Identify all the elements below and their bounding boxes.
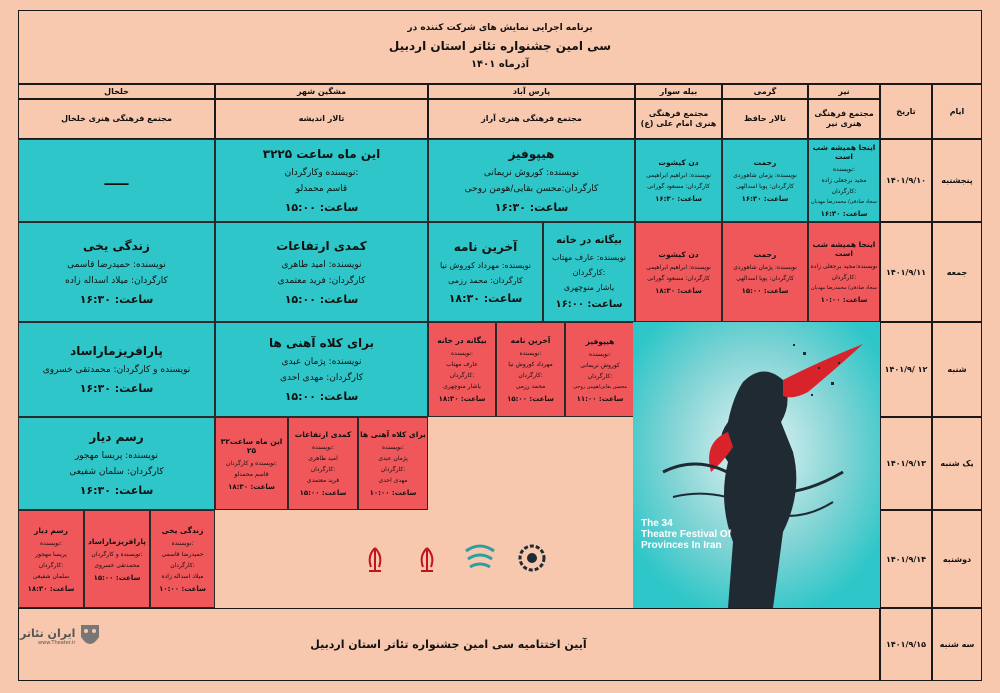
- row-6-day: سه شنبه: [932, 608, 982, 681]
- show-info: سلمان شفیعی: [32, 572, 70, 580]
- show-info: کارگردان: پویا اسدالهی: [736, 183, 794, 190]
- show-info: نویسنده: پژمان شاهوردی: [733, 172, 797, 179]
- col-khalkhal-city: خلخال: [18, 84, 215, 99]
- show-title: دن کیشوت: [658, 249, 699, 259]
- poster-line-1: The 34: [641, 518, 673, 529]
- show-time: ساعت: ۱۶:۰۰: [555, 298, 623, 310]
- show-time: ساعت: ۱۶:۳۰: [79, 292, 154, 306]
- show-info: نویسنده: ابراهیم ابراهیمی: [646, 172, 711, 179]
- show-card: [543, 222, 635, 322]
- theater-mask-icon: [79, 621, 101, 651]
- show-info: یاشار منوچهری: [443, 383, 481, 390]
- col-bile-venue: مجتمع فرهنگی هنری امام علی (ع): [635, 99, 722, 139]
- col-date-header: تاریخ: [880, 84, 932, 139]
- show-card: [84, 510, 150, 608]
- show-time: ساعت: ۱۶:۳۰: [79, 484, 154, 497]
- show-time: ساعت: ۱۵:۰۰: [299, 489, 347, 497]
- show-info: کارگردان: سلمان شفیعی: [69, 467, 164, 477]
- show-info: نویسنده:: [171, 539, 194, 547]
- show-card: [565, 322, 635, 417]
- show-info: نویسنده وکارگردان:: [284, 168, 359, 178]
- col-khalkhal-venue: مجتمع فرهنگی هنری خلخال: [18, 99, 215, 139]
- watermark-url: www.Theater.ir: [38, 639, 76, 646]
- show-title: اینجا همیشه شب است: [812, 240, 876, 258]
- show-info: کارگردان:: [310, 466, 336, 473]
- show-time: ساعت: ۱۶:۳۰: [655, 195, 702, 203]
- row-5-day: دوشنبه: [932, 510, 982, 608]
- col-nir-venue: مجتمع فرهنگی هنری نیر: [808, 99, 880, 139]
- show-card: [496, 322, 565, 417]
- show-info: محمد رزمی: [515, 383, 546, 390]
- show-info: پژمان عبدی: [378, 455, 408, 462]
- show-info: سجاد صادقی/ محمدرضا مهدیان: [811, 285, 877, 291]
- show-title: برای کلاه آهنی ها: [360, 430, 426, 439]
- show-time: ساعت: ۱۰:۰۰: [820, 296, 868, 304]
- show-info: کارگردان: میلاد اسداله زاده: [65, 275, 168, 286]
- row-2-day: جمعه: [932, 222, 982, 322]
- show-title: ۳۲این ماه ساعت ۲۵: [262, 147, 381, 161]
- show-info: کارگردان:: [449, 372, 475, 379]
- show-title: بیگانه در خانه: [556, 234, 622, 246]
- show-info: نویسنده:: [382, 444, 404, 451]
- col-germi-city: گرمی: [722, 84, 808, 99]
- poster-line-2: Theatre Festival Of: [641, 529, 732, 540]
- show-info: یاشار منوچهری: [563, 282, 615, 292]
- show-title: کمدی ارتفاعات: [294, 430, 352, 439]
- show-title: رسم دیار: [89, 430, 144, 444]
- col-meshgin-venue: تالار اندیشه: [215, 99, 428, 139]
- col-pars-venue: مجتمع فرهنگی هنری آراز: [428, 99, 635, 139]
- show-time: ساعت: ۱۵:۰۰: [741, 286, 789, 295]
- show-time: ساعت: ۱۵:۰۰: [284, 292, 359, 306]
- show-card: [288, 417, 358, 510]
- show-info: قاسم محمدلو: [234, 470, 269, 478]
- show-card: [635, 222, 722, 322]
- show-info: نویسنده: امید طاهری: [281, 259, 362, 270]
- show-info: نویسنده: حمیدرضا قاسمی: [67, 259, 166, 270]
- show-time: ساعت: ۱۶:۳۰: [820, 210, 868, 218]
- title-line-1: برنامه اجرایی نمایش های شرکت کننده در: [407, 22, 593, 33]
- row-5-date: ۱۴۰۱/۹/۱۴: [880, 510, 932, 608]
- show-title: پارافریزماراساد: [88, 536, 146, 546]
- col-bile-city: بیله سوار: [635, 84, 722, 99]
- show-time: ساعت: ۱۵:۰۰: [507, 395, 554, 403]
- show-info: نویسنده:: [589, 350, 611, 358]
- show-title: دن کیشوت: [658, 158, 699, 167]
- show-info: محمدتقی خسروی: [94, 561, 140, 569]
- row-3-date: ۱۴۰۱/۹/ ۱۲: [880, 322, 932, 417]
- show-info: کارگردان:: [38, 561, 64, 569]
- show-info: نویسنده:: [519, 350, 542, 357]
- show-title: برای کلاه آهنی ها: [268, 336, 375, 350]
- row-2-date: ۱۴۰۱/۹/۱۱: [880, 222, 932, 322]
- show-card: [808, 139, 880, 222]
- show-card: [722, 139, 808, 222]
- festival-poster: [633, 322, 880, 608]
- show-time: ساعت: ۱۵:۰۰: [93, 573, 141, 582]
- show-info: محسن بقایی/هومن روحی: [573, 383, 627, 390]
- show-time: ساعت: ۱۵:۰۰: [284, 201, 359, 214]
- show-info: نویسنده: عارف مهتاب: [551, 252, 627, 262]
- empty-dash: ـــــ: [104, 172, 129, 189]
- show-card: [18, 417, 215, 510]
- col-days-header: ایام: [932, 84, 982, 139]
- show-info: سجاد صادقی/ محمدرضا مهدیان: [811, 199, 877, 205]
- show-info: نویسنده و کارگردان:: [91, 550, 143, 558]
- show-info: نویسنده: مهرداد کوروش نیا: [439, 260, 532, 270]
- show-card: [358, 417, 428, 510]
- show-title: رسم دیار: [34, 525, 68, 535]
- show-info: کارگردان: مسعود گورانی: [647, 274, 710, 282]
- row-1-day: پنجشنبه: [932, 139, 982, 222]
- show-title: زندگی یخی: [83, 238, 150, 253]
- show-info: نویسنده و کارگردان:: [225, 459, 278, 467]
- show-title: رحمت: [753, 249, 777, 259]
- show-info: کارگردان:: [587, 372, 613, 380]
- col-nir-city: نیر: [808, 84, 880, 99]
- show-info: نویسنده: پژمان شاهوردی: [733, 263, 797, 271]
- show-info: امید طاهری: [308, 455, 338, 462]
- row-6-date: ۱۴۰۱/۹/۱۵: [880, 608, 932, 681]
- show-info: کارگردان:: [831, 188, 857, 195]
- show-info: کارگردان: محمد رزمی: [448, 275, 523, 285]
- show-time: ساعت: ۱۵:۰۰: [284, 390, 359, 403]
- show-time: ساعت: ۱۶:۳۰: [494, 201, 569, 214]
- show-card: [808, 222, 880, 322]
- emblem-icon: [416, 547, 438, 573]
- show-time: ساعت: ۱۱:۰۰: [576, 394, 624, 403]
- emblem-icon: [364, 547, 386, 573]
- show-info: کارگردان:محسن بقایی/هومن روحی: [464, 184, 599, 194]
- show-card: [428, 322, 496, 417]
- show-info: نویسنده:: [312, 444, 334, 451]
- show-info: کارگردان:: [831, 274, 857, 281]
- show-time: ساعت: ۱۸:۳۰: [438, 395, 486, 403]
- show-title: آخرین نامه: [453, 239, 518, 254]
- show-info: کارگردان:: [518, 372, 543, 379]
- show-info: مجید برجعلی زاده: [821, 177, 867, 184]
- show-info: نویسنده:: [40, 539, 62, 547]
- show-title: رحمت: [753, 158, 777, 167]
- show-info: کارگردان: مهدی احدی: [279, 373, 364, 383]
- row-4-date: ۱۴۰۱/۹/۱۳: [880, 417, 932, 510]
- show-info: نویسنده و کارگردان: محمدتقی خسروی: [42, 365, 191, 375]
- poster-figure-icon: [633, 322, 880, 608]
- watermark-name: ایران تئاتر: [20, 626, 76, 640]
- show-time: ساعت: ۱۶:۳۰: [79, 382, 154, 395]
- show-card-empty: [18, 139, 215, 222]
- row-4-day: یک شنبه: [932, 417, 982, 510]
- title-box: [18, 10, 982, 84]
- closing-ceremony: آیین اختتامیه سی امین جشنواره تئاتر استان اردبیل: [310, 638, 587, 651]
- show-time: ساعت: ۱۰:۰۰: [369, 489, 417, 497]
- col-pars-city: پارس آباد: [428, 84, 635, 99]
- show-info: عارف مهتاب: [446, 361, 478, 368]
- row-3-day: شنبه: [932, 322, 982, 417]
- show-card: [18, 510, 84, 608]
- show-time: ساعت: ۱۶:۳۰: [741, 195, 789, 203]
- watermark-logo: [20, 606, 115, 666]
- show-info: کوروش نریمانی: [580, 361, 620, 369]
- show-title: آخرین نامه: [510, 336, 551, 345]
- sponsor-mark-icon: [463, 543, 497, 573]
- show-card: [428, 139, 635, 222]
- title-line-3: آذرماه ۱۴۰۱: [470, 58, 530, 70]
- show-info: کارگردان:: [380, 466, 406, 473]
- show-time: ساعت: ۱۸:۳۰: [228, 482, 275, 491]
- show-info: کارگردان: فرید معتمدی: [277, 275, 366, 286]
- show-info: نویسنده:مجید برجعلی زاده: [810, 263, 878, 270]
- col-meshgin-city: مشگین شهر: [215, 84, 428, 99]
- show-info: کارگردان: پویا اسدالهی: [736, 274, 794, 282]
- show-title: هیپوفیز: [508, 147, 555, 161]
- show-title: پارافریزماراساد: [70, 344, 163, 358]
- col-germi-venue: تالار حافظ: [722, 99, 808, 139]
- sponsor-logo-emblem-1: [360, 540, 390, 580]
- show-time: ساعت: ۱۰:۰۰: [159, 584, 206, 593]
- show-time: ساعت: ۱۸:۳۰: [27, 584, 75, 593]
- show-info: حمیدرضا قاسمی: [161, 550, 204, 558]
- show-info: فرید معتمدی: [306, 477, 340, 484]
- show-card: [428, 222, 543, 322]
- show-title: اینجا همیشه شب است: [812, 143, 876, 161]
- sponsor-logo-emblem-2: [412, 540, 442, 580]
- show-info: مهدی احدی: [378, 477, 408, 484]
- poster-line-3: Provinces In Iran: [641, 540, 722, 551]
- show-title: کمدی ارتفاعات: [276, 238, 367, 253]
- show-time: ساعت: ۱۸:۳۰: [448, 291, 523, 305]
- show-info: قاسم محمدلو: [295, 184, 348, 194]
- show-card: [722, 222, 808, 322]
- show-card: [215, 222, 428, 322]
- sponsor-logo-4: [512, 538, 552, 578]
- show-info: نویسنده:: [833, 166, 855, 173]
- show-info: نویسنده:: [451, 350, 473, 357]
- show-title: زندگی یخی: [161, 525, 204, 535]
- sponsor-logo-3: [460, 538, 500, 578]
- show-title: ۳۲این ماه ساعت ۲۵: [220, 436, 283, 455]
- show-info: کارگردان:: [572, 267, 606, 277]
- show-info: میلاد اسداله زاده: [161, 572, 204, 580]
- show-card: [18, 322, 215, 417]
- show-time: ساعت: ۱۸:۳۰: [655, 286, 702, 295]
- show-card: [215, 322, 428, 417]
- show-info: کارگردان:: [170, 561, 195, 569]
- show-info: نویسنده: پریسا مهجور: [74, 451, 159, 461]
- show-info: نویسنده: کوروش نریمانی: [483, 168, 580, 178]
- show-title: هیپوفیز: [585, 336, 615, 346]
- row-1-date: ۱۴۰۱/۹/۱۰: [880, 139, 932, 222]
- title-line-2: سی امین جشنواره تئاتر استان اردبیل: [388, 38, 612, 53]
- show-card: [215, 417, 288, 510]
- sponsor-ring-icon: [516, 542, 548, 574]
- show-info: کارگردان: مسعود گورانی: [647, 183, 710, 190]
- show-card: [18, 222, 215, 322]
- show-info: نویسنده: پژمان عبدی: [281, 357, 362, 367]
- show-info: نویسنده: ابراهیم ابراهیمی: [646, 263, 711, 271]
- show-title: بیگانه در خانه: [437, 336, 487, 345]
- show-card: [635, 139, 722, 222]
- show-card: [215, 139, 428, 222]
- show-card: [150, 510, 215, 608]
- show-info: پریسا مهجور: [35, 550, 67, 558]
- show-info: مهرداد کوروش نیا: [508, 361, 553, 368]
